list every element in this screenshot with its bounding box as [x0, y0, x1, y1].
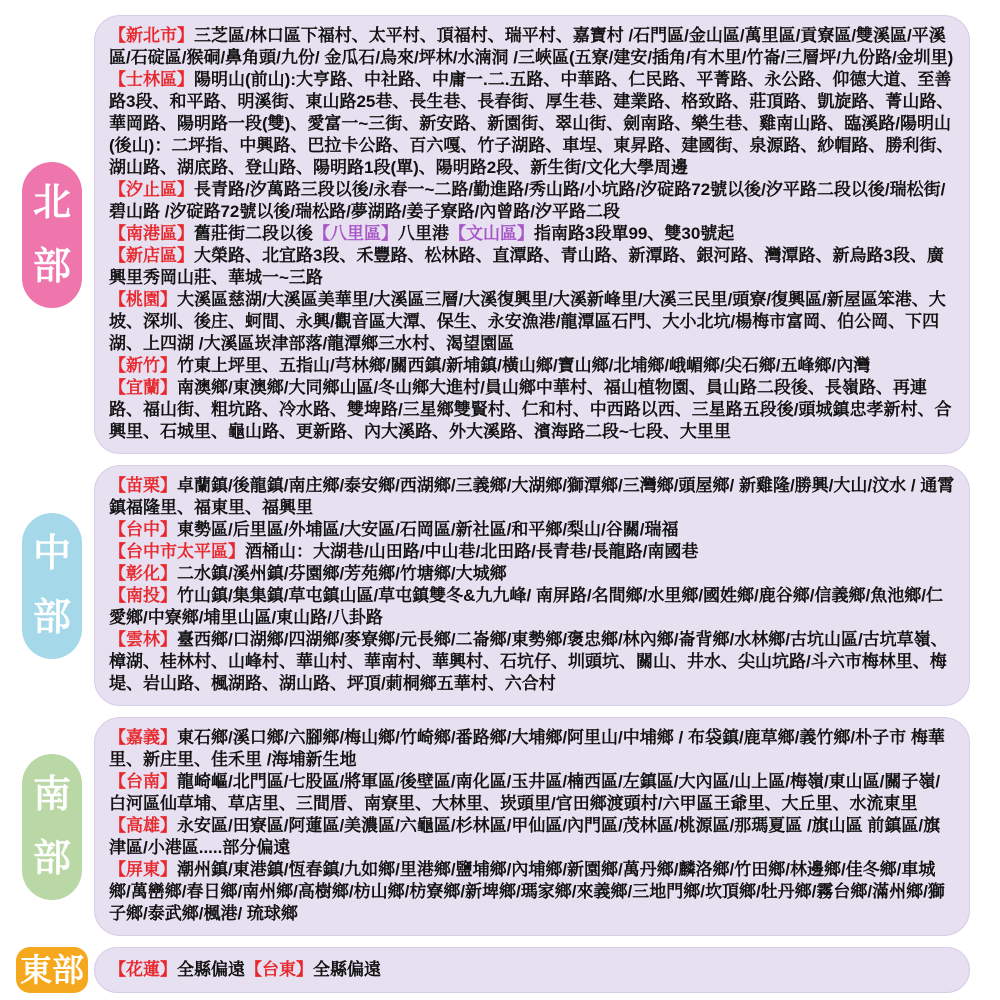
region-north	[10, 15, 970, 454]
area-header: 【士林區】	[109, 70, 194, 89]
region-label-central	[22, 513, 82, 659]
area-entry	[109, 355, 957, 377]
area-header: 【嘉義】	[109, 728, 177, 747]
area-entry	[109, 727, 957, 771]
area-list-text: 潮州鎮/東港鎮/恆春鎮/九如鄉/里港鄉/鹽埔鄉/內埔鄉/新園鄉/萬丹鄉/麟洛鄉/竹田鄉/林邊鄉/佳冬鄉/車城鄉/萬巒鄉/春日鄉/南州鄉/高樹鄉/枋山鄉/枋寮鄉/新埤鄉/瑪家鄉/來義鄉/三地門鄉/坎頂鄉/牡丹鄉/霧台鄉/滿州鄉/獅子鄉/泰武鄉/楓港/ 琉球鄉	[109, 860, 945, 923]
area-list-text: 長青路/汐萬路三段以後/永春一~二路/勤進路/秀山路/小坑路/汐碇路72號以後/汐平路二段以後/瑞松街/碧山路 /汐碇路72號以後/瑞松路/夢湖路/姜子寮路/內曾路/汐平路二段	[109, 180, 946, 221]
region-label-char: 部	[32, 837, 71, 880]
area-list-text: 南澳鄉/東澳鄉/大同鄉山區/冬山鄉大進村/員山鄉中華村、福山植物園、員山路二段後、長嶺路、再連路、福山街、粗坑路、冷水路、雙埤路/三星鄉雙賢村、仁和村、中西路以西、三星路五段後/頭城鎮忠孝新村、合興里、石城里、龜山路、更新路、內大溪路、外大溪路、濱海路二段~七段、大里里	[109, 378, 952, 441]
region-central	[10, 465, 970, 706]
area-entry	[109, 585, 957, 629]
area-list-text: 竹山鎮/集集鎮/草屯鎮山區/草屯鎮雙冬&九九峰/ 南屏路/名間鄉/水里鄉/國姓鄉/鹿谷鄉/信義鄉/魚池鄉/仁愛鄉/中寮鄉/埔里山區/東山路/八卦路	[109, 586, 943, 627]
area-list-text: 全縣偏遠	[177, 959, 245, 979]
area-header: 【彰化】	[109, 564, 177, 583]
area-list-text: 二水鎮/溪州鎮/芬園鄉/芳苑鄉/竹塘鄉/大城鄉	[177, 564, 507, 583]
region-label-east	[16, 947, 88, 993]
area-header: 【汐止區】	[109, 180, 194, 199]
area-header: 【雲林】	[109, 630, 177, 649]
area-entry	[109, 475, 957, 519]
region-label-column-north	[10, 15, 94, 454]
area-header: 【南投】	[109, 586, 177, 605]
region-label-column-central	[10, 465, 94, 706]
region-panel-south	[94, 717, 970, 936]
area-entry	[109, 377, 957, 443]
area-header: 【屏東】	[109, 860, 177, 879]
area-list-text: 三芝區/林口區下福村、太平村、頂福村、瑞平村、嘉寶村 /石門區/金山區/萬里區/貢寮區/雙溪區/平溪區/石碇區/猴硐/鼻角頭/九份/ 金瓜石/烏來/坪林/水湳洞 /三峽區(五寮/建安/插角/有木里/竹崙/三層坪/九份路/金圳里)	[109, 26, 954, 67]
area-list-text: 大溪區慈湖/大溪區美華里/大溪區三層/大溪復興里/大溪新峰里/大溪三民里/頭寮/復興區/新屋區笨港、大坡、深圳、後庄、蚵間、永興/觀音區大潭、保生、永安漁港/龍潭區石門、大小北坑/楊梅市富岡、伯公岡、下四湖、上四湖 /大溪區崁津部落/龍潭鄉三水村、渴望園區	[109, 290, 946, 353]
area-entry	[109, 959, 957, 981]
area-list-text: 臺西鄉/口湖鄉/四湖鄉/麥寮鄉/元長鄉/二崙鄉/東勢鄉/褒忠鄉/林內鄉/崙背鄉/水林鄉/古坑山區/古坑草嶺、樟湖、桂林村、山峰村、華山村、華南村、華興村、石坑仔、圳頭坑、關山、井水、尖山坑路/斗六市梅林里、梅堤、岩山路、楓湖路、湖山路、坪頂/莿桐鄉五華村、六合村	[109, 630, 948, 693]
area-header: 【宜蘭】	[109, 378, 177, 397]
area-header-alt: 【文山區】	[449, 224, 534, 243]
regions-container	[10, 15, 970, 993]
area-list-text: 指南路3段單99、雙30號起	[534, 224, 735, 243]
area-entry	[109, 179, 957, 223]
area-header: 【桃園】	[109, 290, 177, 309]
area-list-text: 陽明山(前山):大亨路、中社路、中庸一.二.五路、中華路、仁民路、平菁路、永公路、仰德大道、至善路3段、和平路、明溪街、東山路25巷、長生巷、長春街、厚生巷、建業路、格致路、莊頂路、凱旋路、菁山路、華岡路、陽明路一段(雙)、愛富一~三街、新安路、新園街、翠山街、劍南路、樂生巷、雞南山路、臨溪路/陽明山(後山)：二坪指、中興路、巴拉卡公路、百六嘎、竹子湖路、車埕、東昇路、建國街、泉源路、紗帽路、勝利街、湖山路、湖底路、登山路、陽明路1段(單)、陽明路2段、新生街/文化大學周邊	[109, 70, 954, 177]
region-panel-central	[94, 465, 970, 706]
area-list-text: 舊莊街二段以後	[194, 224, 313, 243]
region-panel-east	[94, 947, 970, 993]
area-entry	[109, 69, 957, 179]
area-header: 【台中】	[109, 520, 177, 539]
area-entry	[109, 859, 957, 925]
area-header: 【新店區】	[109, 246, 194, 265]
area-entry	[109, 815, 957, 859]
area-header: 【南港區】	[109, 224, 194, 243]
region-label-column-south	[10, 717, 94, 936]
area-header-alt: 【八里區】	[313, 224, 398, 243]
area-list-text: 龍崎嶇/北門區/七股區/將軍區/後壁區/南化區/玉井區/楠西區/左鎮區/大內區/山上區/梅嶺/東山區/關子嶺/白河區仙草埔、草店里、三間厝、南寮里、大林里、崁頭里/官田鄉渡頭村/六甲區王爺里、大丘里、水流東里	[109, 772, 941, 813]
area-header: 【新竹】	[109, 356, 177, 375]
area-entry	[109, 245, 957, 289]
area-entry	[109, 519, 957, 541]
area-entry	[109, 771, 957, 815]
area-list-text: 酒桶山：大湖巷/山田路/中山巷/北田路/長青巷/長龍路/南國巷	[245, 542, 699, 561]
area-header: 【新北市】	[109, 26, 194, 45]
region-panel-north	[94, 15, 970, 454]
area-entry	[109, 541, 957, 563]
region-east	[10, 947, 970, 993]
region-label-char: 部	[32, 596, 71, 639]
area-header: 【花蓮】	[109, 959, 177, 979]
area-entry	[109, 629, 957, 695]
area-list-text: 大榮路、北宜路3段、禾豐路、松林路、直潭路、青山路、新潭路、銀河路、灣潭路、新烏路3段、廣興里秀岡山莊、華城一~三路	[109, 246, 944, 287]
region-label-south	[22, 754, 82, 900]
area-list-text: 竹東上坪里、五指山/芎林鄉/關西鎮/新埔鎮/橫山鄉/寶山鄉/北埔鄉/峨嵋鄉/尖石鄉/五峰鄉/內灣	[177, 356, 871, 375]
area-entry	[109, 25, 957, 69]
region-label-char: 部	[32, 245, 71, 288]
area-entry	[109, 563, 957, 585]
area-header: 【台中市太平區】	[109, 542, 245, 561]
area-list-text: 卓蘭鎮/後龍鎮/南庄鄉/泰安鄉/西湖鄉/三義鄉/大湖鄉/獅潭鄉/三灣鄉/頭屋鄉/ 新雞隆/勝興/大山/汶水 / 通霄鎮福隆里、福東里、福興里	[109, 476, 955, 517]
area-entry	[109, 289, 957, 355]
area-list-text: 東勢區/后里區/外埔區/大安區/石岡區/新社區/和平鄉/梨山/谷關/瑞福	[177, 520, 679, 539]
region-label-char: 中	[32, 532, 71, 575]
area-list-text: 永安區/田寮區/阿蓮區/美濃區/六龜區/杉林區/甲仙區/內門區/茂林區/桃源區/那瑪夏區 /旗山區 前鎮區/旗津區/小港區.....部分偏遠	[109, 816, 941, 857]
region-label-north	[22, 162, 82, 308]
area-header: 【苗栗】	[109, 476, 177, 495]
area-list-text: 全縣偏遠	[313, 959, 381, 979]
region-south	[10, 717, 970, 936]
region-label-column-east	[10, 947, 94, 993]
area-list-text: 東石鄉/溪口鄉/六腳鄉/梅山鄉/竹崎鄉/番路鄉/大埔鄉/阿里山/中埔鄉 / 布袋鎮/鹿草鄉/義竹鄉/朴子市 梅華里、新庄里、佳禾里 /海埔新生地	[109, 728, 945, 769]
region-label-char: 部	[52, 952, 85, 988]
region-label-char: 南	[32, 773, 71, 816]
area-header: 【台南】	[109, 772, 177, 791]
area-list-text: 八里港	[398, 224, 449, 243]
region-label-char: 北	[32, 181, 71, 224]
area-header: 【高雄】	[109, 816, 177, 835]
region-label-char: 東	[19, 952, 52, 988]
area-header: 【台東】	[245, 959, 313, 979]
area-entry	[109, 223, 957, 245]
